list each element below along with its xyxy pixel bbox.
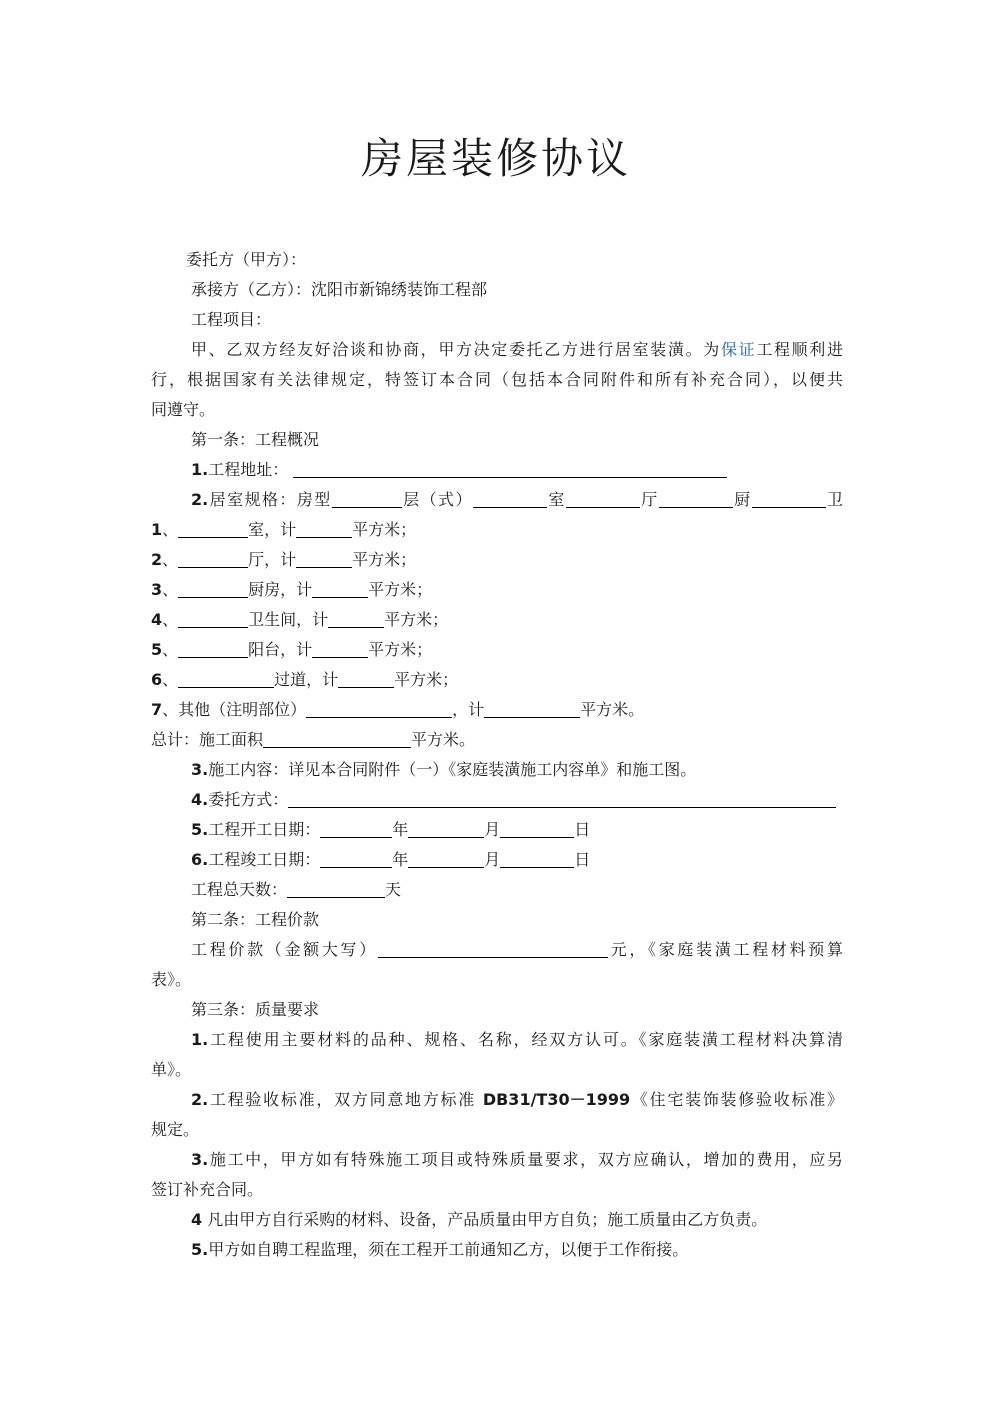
room-unit: 厨房，计 [248, 580, 313, 599]
address-field[interactable] [293, 457, 727, 478]
room-count-field[interactable] [178, 637, 248, 658]
intro-line-3: 同遵守。 [151, 400, 216, 419]
quality-item-1 [151, 1025, 843, 1055]
price-post: 元，《家庭装潢工程材料预算 [607, 940, 843, 959]
quality-text: 施工中，甲方如有特殊施工项目或特殊质量要求，双方应确认，增加的费用，应另 [208, 1150, 843, 1169]
room-unit: 室，计 [248, 520, 297, 539]
intro-line-2: 行，根据国家有关法律规定，特签订本合同（包括本合同附件和所有补充合同），以便共 [151, 370, 843, 389]
article-1-heading: 第一条：工程概况 [191, 430, 320, 449]
room-row [151, 575, 843, 605]
spec-unit: 厨 [732, 490, 752, 509]
content-text: 施工内容：详见本合同附件（一）《家庭装潢施工内容单》和施工图。 [208, 760, 697, 779]
page-title: 房屋装修协议 [360, 134, 631, 183]
intro-line-1 [151, 335, 843, 365]
area-unit: 平方米； [368, 580, 433, 599]
quality-text: 甲方如自聘工程监理，须在工程开工前通知乙方，以便于工作衔接。 [208, 1240, 689, 1259]
room-unit: 阳台，计 [248, 640, 313, 659]
area-unit: 平方米； [352, 520, 417, 539]
content-line [151, 755, 843, 785]
year-field[interactable] [320, 847, 392, 868]
item-number: 2 [151, 550, 163, 569]
quality-item-3 [151, 1145, 843, 1175]
spec-label: 居室规格：房型 [208, 490, 332, 509]
end-label: 工程竣工日期： [208, 850, 321, 869]
year-field[interactable] [320, 817, 392, 838]
party-a-label: 委托方（甲方）： [186, 250, 307, 269]
room-count-field[interactable] [178, 547, 248, 568]
item-number: 4 [151, 610, 163, 629]
article-3-heading: 第三条：质量要求 [191, 1000, 320, 1019]
area-unit: 平方米； [368, 640, 433, 659]
quality-text: 工程验收标准，双方同意地方标准 [208, 1090, 483, 1109]
guarantee-link[interactable]: 保证 [720, 340, 757, 359]
sep: 、 [162, 610, 179, 629]
day-field[interactable] [500, 847, 574, 868]
item-number: 3 [151, 580, 163, 599]
date-unit: 日 [574, 820, 591, 839]
start-label: 工程开工日期： [208, 820, 321, 839]
sep: 、 [162, 550, 179, 569]
spec-field[interactable] [659, 487, 733, 508]
date-unit: 年 [392, 850, 409, 869]
item-number: 7 [151, 700, 163, 719]
room-count-field[interactable] [178, 667, 274, 688]
quality-item-2-cont: 规定。 [151, 1120, 200, 1139]
other-area-field[interactable] [484, 697, 580, 718]
sep: 、 [162, 520, 179, 539]
room-row [151, 665, 843, 695]
spec-field[interactable] [752, 487, 826, 508]
date-unit: 月 [484, 850, 501, 869]
room-count-field[interactable] [178, 517, 248, 538]
item-number: 4 [191, 1210, 203, 1229]
price-line-2: 表》。 [151, 970, 192, 989]
address-line [151, 455, 843, 485]
area-unit: 平方米； [352, 550, 417, 569]
spec-field[interactable] [566, 487, 640, 508]
price-line [151, 935, 843, 965]
room-area-field[interactable] [296, 547, 352, 568]
quality-item-5 [151, 1235, 843, 1265]
item-number: 6. [191, 850, 209, 869]
room-count-field[interactable] [178, 607, 248, 628]
room-row [151, 545, 843, 575]
party-b-label: 承接方（乙方）： [191, 280, 312, 299]
project-line [151, 305, 843, 335]
intro-text: 工程顺利进 [756, 340, 843, 359]
item-number: 2. [191, 490, 209, 509]
other-part-field[interactable] [306, 697, 452, 718]
standard-code: DB31/T30－1999 [482, 1090, 631, 1109]
mode-field[interactable] [288, 787, 836, 808]
room-unit: 过道，计 [274, 670, 339, 689]
area-unit: 平方米。 [411, 730, 476, 749]
quality-text: 工程使用主要材料的品种、规格、名称，经双方认可。《家庭装潢工程材料决算清 [208, 1030, 843, 1049]
month-field[interactable] [408, 817, 484, 838]
mode-line [151, 785, 843, 815]
date-unit: 月 [484, 820, 501, 839]
spec-line [151, 485, 843, 515]
room-count-field[interactable] [178, 577, 248, 598]
intro-text: 甲、乙双方经友好洽谈和协商，甲方决定委托乙方进行居室装潢。为 [191, 340, 721, 359]
room-area-field[interactable] [338, 667, 394, 688]
days-unit: 天 [385, 880, 402, 899]
item-number: 4. [191, 790, 209, 809]
item-number: 2. [191, 1090, 209, 1109]
area-unit: 平方米。 [580, 700, 645, 719]
quality-item-2 [151, 1085, 843, 1115]
item-number: 5. [191, 1240, 209, 1259]
party-b-line [151, 275, 843, 305]
price-label: 工程价款（金额大写） [191, 940, 378, 959]
mode-label: 委托方式： [208, 790, 289, 809]
days-field[interactable] [287, 877, 385, 898]
month-field[interactable] [408, 847, 484, 868]
total-label: 总计：施工面积 [151, 730, 264, 749]
item-number: 6 [151, 670, 163, 689]
date-unit: 年 [392, 820, 409, 839]
spec-unit: 卫 [825, 490, 843, 509]
start-date-line [151, 815, 843, 845]
sep: 、 [162, 670, 179, 689]
day-field[interactable] [500, 817, 574, 838]
project-label: 工程项目： [191, 310, 272, 329]
quality-text: 凡由甲方自行采购的材料、设备，产品质量由甲方自负；施工质量由乙方负责。 [202, 1210, 768, 1229]
spec-unit: 层（式） [401, 490, 473, 509]
total-row [151, 725, 843, 755]
item-number: 1. [191, 460, 209, 479]
item-number: 5 [151, 640, 163, 659]
sep: 、 [162, 580, 179, 599]
spec-field[interactable] [473, 487, 547, 508]
room-area-field[interactable] [312, 577, 368, 598]
sep: 、 [162, 640, 179, 659]
quality-item-1-cont: 单》。 [151, 1060, 192, 1079]
room-area-field[interactable] [312, 637, 368, 658]
days-label: 工程总天数： [191, 880, 288, 899]
item-number: 1. [191, 1030, 209, 1049]
article-2-heading: 第二条：工程价款 [191, 910, 320, 929]
party-a-line [186, 245, 878, 275]
room-unit: 厅，计 [248, 550, 297, 569]
area-unit: 平方米； [394, 670, 459, 689]
room-row [151, 635, 843, 665]
party-b-name: 沈阳市新锦绣装饰工程部 [311, 280, 488, 299]
other-label: 、其他（注明部位） [162, 700, 307, 719]
end-date-line [151, 845, 843, 875]
quality-item-4 [151, 1205, 843, 1235]
room-area-field[interactable] [296, 517, 352, 538]
other-mid: ，计 [452, 700, 485, 719]
item-number: 3. [191, 760, 209, 779]
item-number: 3. [191, 1150, 209, 1169]
other-row [151, 695, 843, 725]
price-field[interactable] [378, 937, 608, 958]
room-unit: 卫生间，计 [248, 610, 329, 629]
area-unit: 平方米； [384, 610, 449, 629]
quality-text: 《住宅装饰装修验收标准》 [630, 1090, 843, 1109]
item-number: 5. [191, 820, 209, 839]
date-unit: 日 [574, 850, 591, 869]
address-label: 工程地址： [208, 460, 289, 479]
room-row [151, 515, 843, 545]
item-number: 1 [151, 520, 163, 539]
room-area-field[interactable] [328, 607, 384, 628]
spec-unit: 厅 [639, 490, 659, 509]
spec-field[interactable] [332, 487, 402, 508]
room-row [151, 605, 843, 635]
spec-unit: 室 [546, 490, 566, 509]
total-area-field[interactable] [263, 727, 411, 748]
quality-item-3-cont: 签订补充合同。 [151, 1180, 264, 1199]
total-days-line [151, 875, 843, 905]
